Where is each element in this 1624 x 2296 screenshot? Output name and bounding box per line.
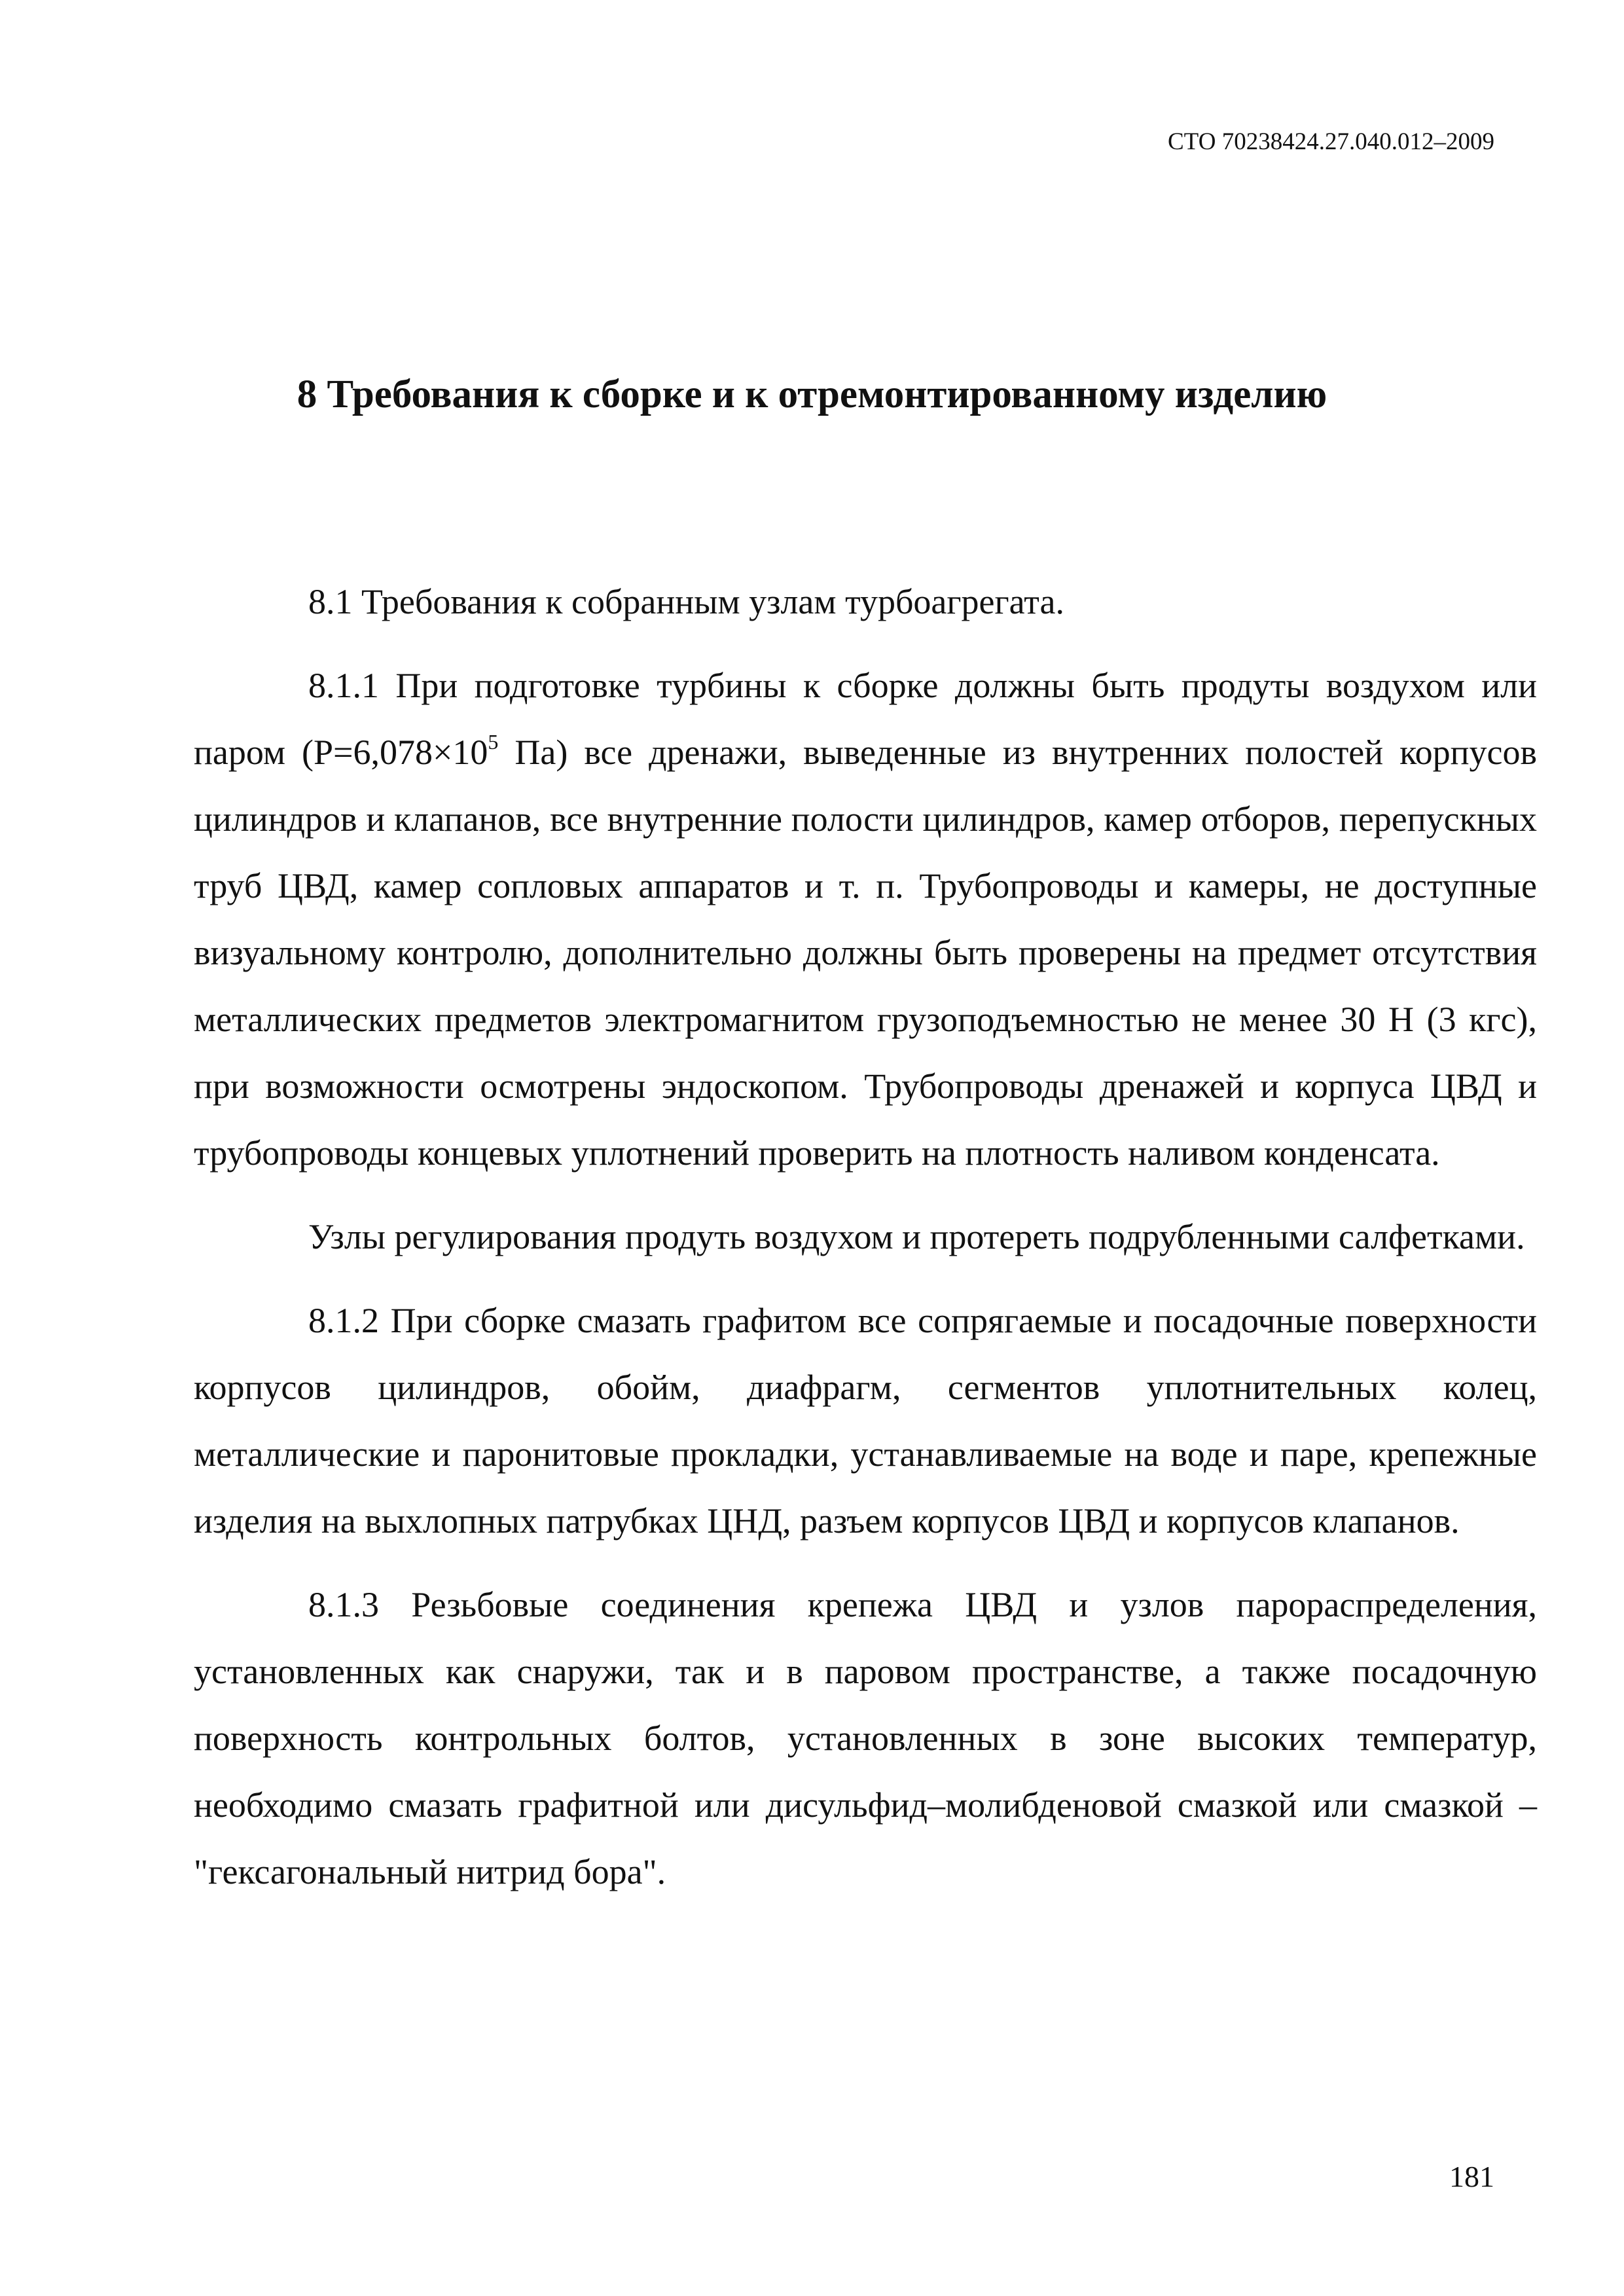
exponent: 5 bbox=[488, 730, 499, 754]
paragraph-8-1-3: 8.1.3 Резьбовые соединения крепежа ЦВД и узлов парораспределения, установленных как снаружи, так и в паровом пространстве, а также посадочную поверхность контрольных болтов, установленных в зоне высоких температур, необходимо смазать графитной или дисульфид–молибденовой смазкой или смазкой – "гексагональный нитрид бора". bbox=[194, 1585, 1537, 1891]
section-title: 8 Требования к сборке и к отремонтированному изделию bbox=[297, 373, 1327, 416]
paragraph-8-1-1-text-start: 8.1.1 При подготовке турбины к сборке должны быть продуты воздухом или паром (Р=6,078×10 bbox=[194, 666, 1537, 772]
paragraph-8-1-1 bbox=[194, 652, 1537, 1186]
paragraph-8-1: 8.1 Требования к собранным узлам турбоагрегата. bbox=[308, 582, 1064, 621]
page-number: 181 bbox=[1449, 2160, 1494, 2193]
paragraph-regulation-units: Узлы регулирования продуть воздухом и протереть подрубленными салфетками. bbox=[308, 1217, 1525, 1256]
body-text bbox=[194, 568, 1537, 1922]
document-code-header: СТО 70238424.27.040.012–2009 bbox=[1167, 128, 1494, 155]
paragraph-8-1-2: 8.1.2 При сборке смазать графитом все сопрягаемые и посадочные поверхности корпусов цилиндров, обойм, диафрагм, сегментов уплотнительных колец, металлические и паронитовые прокладки, устанавливаемые на воде и паре, крепежные изделия на выхлопных патрубках ЦНД, разъем корпусов ЦВД и корпусов клапанов. bbox=[194, 1301, 1537, 1540]
paragraph-8-1-1-text-end: Па) все дренажи, выведенные из внутренних полостей корпусов цилиндров и клапанов, все внутренние полости цилиндров, камер отборов, перепускных труб ЦВД, камер сопловых аппаратов и т. п. Трубопроводы и камеры, не доступные визуальному контролю, дополнительно должны быть проверены на предмет отсутствия металлических предметов электромагнитом грузоподъемностью не менее 30 Н (3 кгс), при возможности осмотрены эндоскопом. Трубопроводы дренажей и корпуса ЦВД и трубопроводы концевых уплотнений проверить на плотность наливом конденсата. bbox=[194, 733, 1537, 1173]
